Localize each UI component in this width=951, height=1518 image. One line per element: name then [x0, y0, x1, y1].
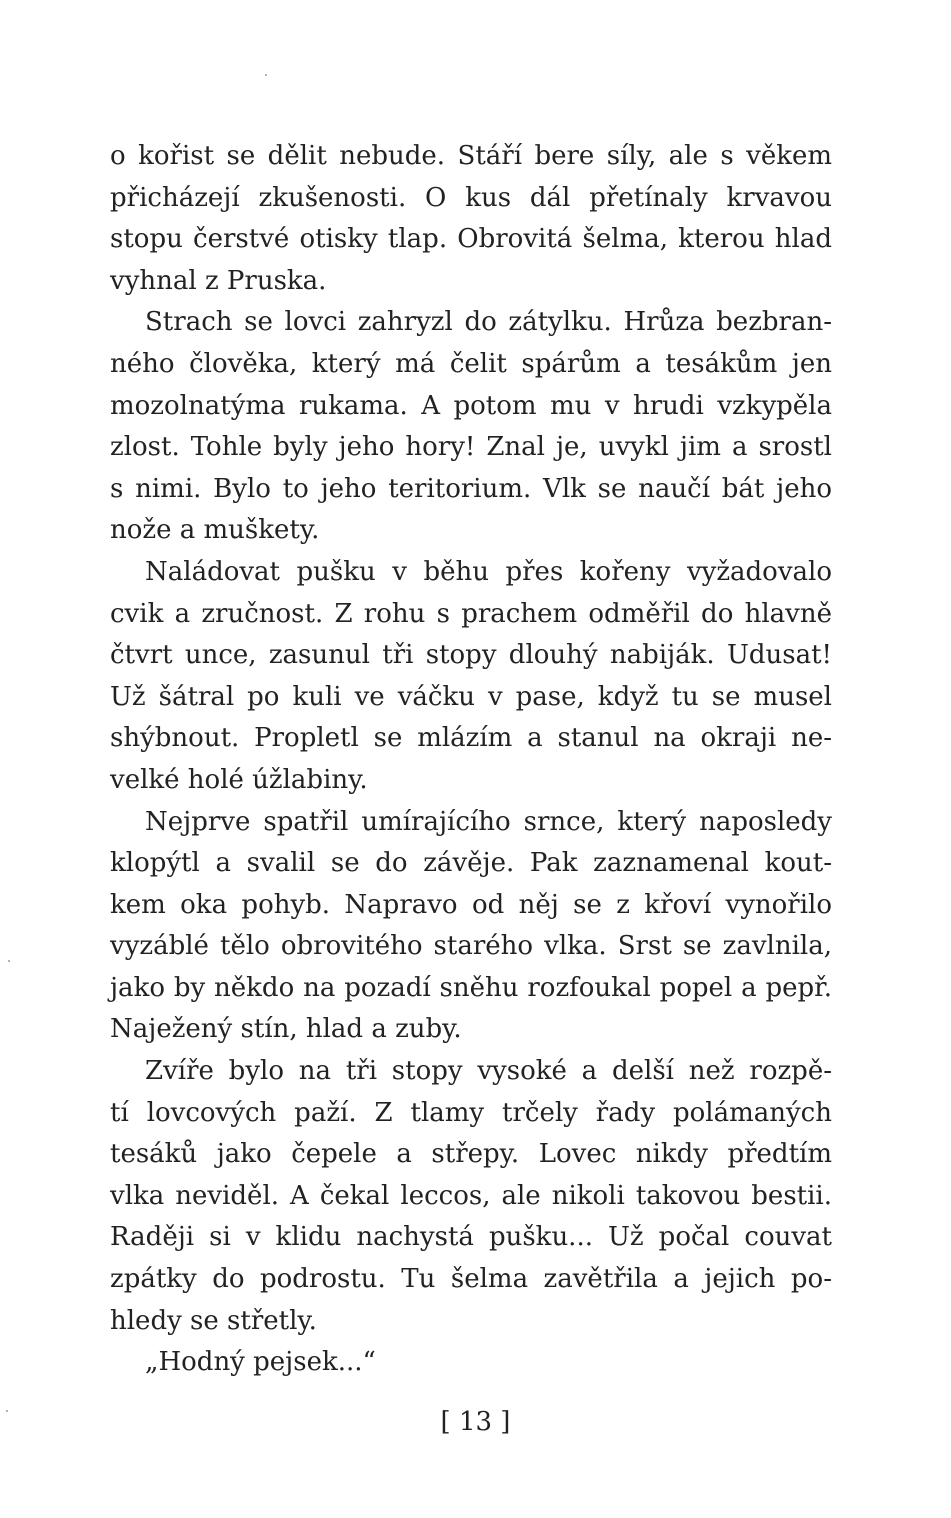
text-line: tesáků jako čepele a střepy. Lovec nikdy předtím [110, 1139, 832, 1170]
text-line: o kořist se dělit nebude. Stáří bere síly, ale s věkem [110, 141, 832, 171]
page-number: [ 13 ] [440, 1407, 511, 1437]
text-line: vyzáblé tělo obrovitého starého vlka. Srst se zavlnila, [110, 931, 832, 962]
text-line: zlost. Tohle byly jeho hory! Znal je, uvykl jim a srostl [110, 432, 832, 463]
text-line: Strach se lovci zahryzl do zátylku. Hrůza bezbran- [145, 307, 832, 338]
text-line: tí lovcových paží. Z tlamy trčely řady polámaných [110, 1097, 832, 1128]
text-line: vlka neviděl. A čekal leccos, ale nikoli takovou bestii. [110, 1180, 832, 1211]
scan-speck [265, 74, 267, 76]
text-line: s nimi. Bylo to jeho teritorium. Vlk se naučí bát jeho [110, 473, 832, 504]
text-line: zpátky do podrostu. Tu šelma zavětřila a jejich po- [110, 1264, 832, 1295]
text-line: Zvíře bylo na tři stopy vysoké a delší než rozpě- [145, 1056, 832, 1087]
text-line: jako by někdo na pozadí sněhu rozfoukal popel a pepř. [110, 972, 832, 1003]
text-line: čtvrt unce, zasunul tři stopy dlouhý nabiják. Udusat! [110, 640, 832, 671]
text-line: Naládovat pušku v běhu přes kořeny vyžadovalo [145, 556, 832, 587]
text-line: Nejprve spatřil umírajícího srnce, který naposledy [145, 806, 832, 837]
text-line: přicházejí zkušenosti. O kus dál přetínaly krvavou [110, 182, 832, 213]
text-line: ného člověka, který má čelit spárům a tesákům jen [110, 348, 832, 379]
text-line: nože a muškety. [110, 515, 320, 546]
text-line: Naježený stín, hlad a zuby. [110, 1014, 462, 1045]
text-line: kem oka pohyb. Napravo od něj se z křoví vynořilo [110, 889, 832, 920]
body-text [110, 136, 832, 1384]
text-line: stopu čerstvé otisky tlap. Obrovitá šelma, kterou hlad [110, 224, 832, 255]
text-line: cvik a zručnost. Z rohu s prachem odměřil do hlavně [110, 598, 832, 629]
text-line: hledy se střetly. [110, 1305, 317, 1336]
text-line: „Hodný pejsek...“ [145, 1347, 376, 1378]
scan-speck [8, 960, 10, 962]
text-line: vyhnal z Pruska. [110, 265, 327, 296]
text-line: shýbnout. Propletl se mlázím a stanul na okraji ne- [110, 723, 832, 754]
text-line: velké holé úžlabiny. [110, 764, 368, 795]
text-line: klopýtl a svalil se do závěje. Pak zaznamenal kout- [110, 848, 832, 879]
text-line: Raději si v klidu nachystá pušku... Už počal couvat [110, 1222, 832, 1253]
text-line: Už šátral po kuli ve váčku v pase, když tu se musel [110, 681, 832, 712]
text-line: mozolnatýma rukama. A potom mu v hrudi vzkypěla [110, 390, 832, 421]
